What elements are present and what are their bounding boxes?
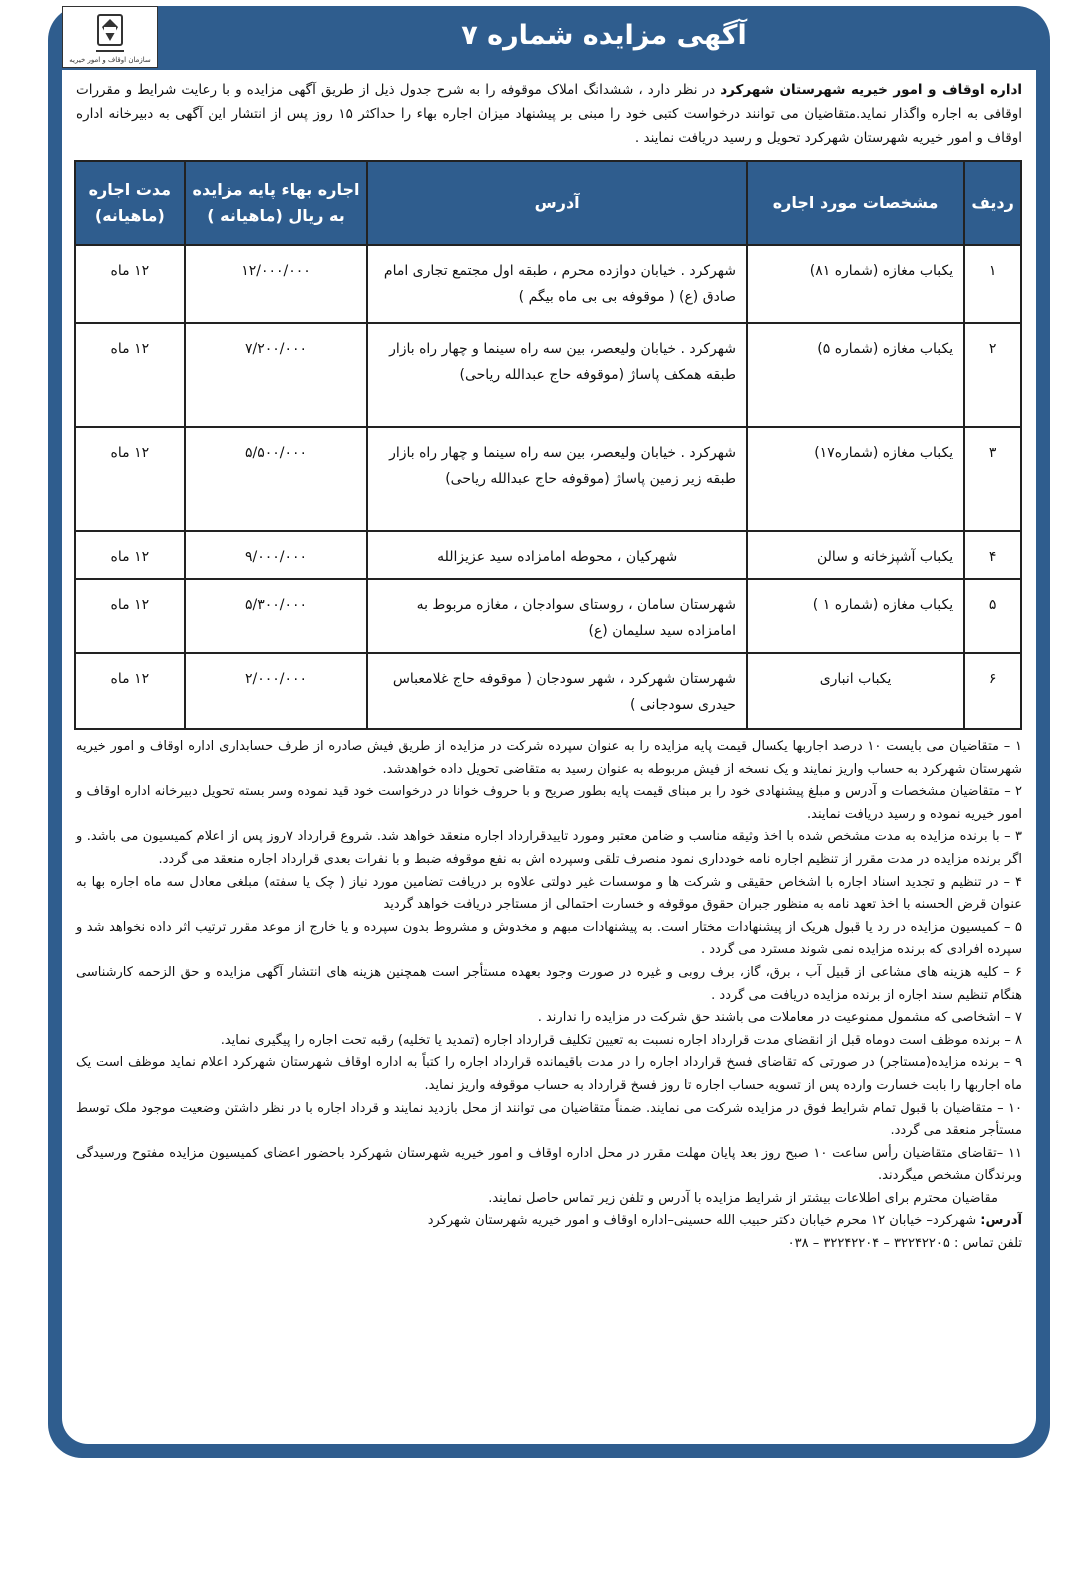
table-header-row <box>75 161 1021 245</box>
cell-address: شهرستان شهرکرد ، شهر سودجان ( موقوفه حاج غلامعباس حیدری سودجانی ) <box>367 653 747 729</box>
cell-spec: یکباب مغازه (شماره۱۷) <box>747 427 964 531</box>
term-item: ۴ – در تنظیم و تجدید اسناد اجاره با اشخاص حقیقی و شرکت ها و موسسات غیر دولتی علاوه بر دریافت تضامین مورد نیاز ( چک یا سفته) مبلغی معادل سه ماه اجاره بها به عنوان قرض الحسنه با اخذ تعهد نامه به منظور جبران حقوق موقوفه و خسارت احتمالی از مستاجر دریافت خواهد گردید <box>76 874 1022 913</box>
cell-row-number: ۴ <box>964 531 1021 579</box>
advert-body <box>62 70 1036 1444</box>
term-item: ۳ – با برنده مزایده به مدت مشخص شده با اخذ وثیقه مناسب و ضامن معتبر ومورد تاییدقرارداد اجاره منعقد خواهد شد. شروع قرارداد ۷روز پس از اعلام کمیسیون می باشد. و اگر برنده مزایده در مدت مقرر از تنظیم اجاره نامه خودداری نمود منصرف تلقی وسپرده اش به نفع موقوفه ضبط و با نفرات بعدی قرارداد اجاره منعقد می گردد. <box>76 829 1023 867</box>
table-row <box>75 653 1021 729</box>
cell-duration: ۱۲ ماه <box>75 323 185 427</box>
logo-caption: سازمان اوقاف و امور خیریه <box>69 56 151 64</box>
term-item: ۹ – برنده مزایده(مستاجر) در صورتی که تقاضای فسخ قرارداد اجاره را در مدت باقیمانده قرارداد اجاره را کتباً به اداره اوقاف شهرستان شهرکرد اعلام نماید موظف است یک ماه اجاربها را بابت خسارت وارده پس از تسویه حساب اجاره تا روز فسخ قرارداد به حساب موقوفه واریز نماید. <box>76 1055 1022 1093</box>
cell-row-number: ۲ <box>964 323 1021 427</box>
cell-row-number: ۵ <box>964 579 1021 653</box>
cell-spec: یکباب انباری <box>747 653 964 729</box>
advert-title: آگهی مزایده شماره ۷ <box>461 20 747 51</box>
term-item: ۵ – کمیسیون مزایده در رد یا قبول هریک از پیشنهادات مختار است. به پیشنهادات مبهم و مخدوش و مشروط بدون سپرده و یا خارج از موعد مقرر ترتیب اثر داده نخواهد شد و سپرده افرادی که برنده مزایده نمی شوند مسترد می گردد . <box>76 919 1022 958</box>
header-price: اجاره بهاء پایه مزایده به ریال (ماهیانه ) <box>185 161 368 245</box>
cell-row-number: ۱ <box>964 245 1021 323</box>
contact-phone: تلفن تماس : ۳۲۲۴۲۲۰۵ – ۳۲۲۴۲۲۰۴ – ۰۳۸ <box>787 1236 1022 1252</box>
cell-address: شهرکرد . خیابان ولیعصر، بین سه راه سینما و چهار راه بازار طبقه زیر زمین پاساژ (موقوفه حاج عبدالله ریاحی) <box>367 427 747 531</box>
cell-price: ۵/۵۰۰/۰۰۰ <box>185 427 368 531</box>
cell-address: شهرکیان ، محوطه امامزاده سید عزیزالله <box>367 531 747 579</box>
header-row-number: ردیف <box>964 161 1021 245</box>
header-duration: مدت اجاره (ماهیانه) <box>75 161 185 245</box>
cell-price: ۹/۰۰۰/۰۰۰ <box>185 531 368 579</box>
intro-paragraph <box>76 78 1022 150</box>
term-item: ۱۱ –تقاضای متقاضیان رأس ساعت ۱۰ صبح روز بعد پایان مهلت مقرر در محل اداره اوقاف و امور خیریه شهرستان شهرکرد باحضور اعضای کمیسیون مزایده مفتوح ورسیدگی وبرندگان مشخص میگردند. <box>76 1145 1022 1184</box>
term-item: ۷ – اشخاصی که مشمول ممنوعیت در معاملات می باشند حق شرکت در مزایده را ندارند . <box>537 1010 1022 1026</box>
cell-duration: ۱۲ ماه <box>75 531 185 579</box>
cell-address: شهرکرد . خیابان ولیعصر، بین سه راه سینما و چهار راه بازار طبقه همکف پاساژ (موقوفه حاج عبدالله ریاحی) <box>367 323 747 427</box>
intro-org: اداره اوقاف و امور خیریه شهرستان شهرکرد <box>720 82 1022 98</box>
cell-duration: ۱۲ ماه <box>75 427 185 531</box>
table-row <box>75 427 1021 531</box>
cell-price: ۲/۰۰۰/۰۰۰ <box>185 653 368 729</box>
cell-address: شهرکرد . خیابان دوازده محرم ، طبقه اول مجتمع تجاری امام صادق (ع) ( موقوفه بی بی ماه بیگم ) <box>367 245 747 323</box>
header-address: آدرس <box>367 161 747 245</box>
term-item: مقاضیان محترم برای اطلاعات بیشتر از شرایط مزایده با آدرس و تلفن زیر تماس حاصل نمایند. <box>488 1190 998 1206</box>
contact-address <box>76 1210 1022 1233</box>
table-row <box>75 323 1021 427</box>
lease-table <box>74 160 1022 730</box>
cell-spec: یکباب آشپزخانه و سالن <box>747 531 964 579</box>
address-label: آدرس: <box>980 1213 1022 1229</box>
advert-frame <box>48 6 1050 1458</box>
logo <box>62 6 158 68</box>
cell-address: شهرستان سامان ، روستای سوادجان ، مغازه مربوط به امامزاده سید سلیمان (ع) <box>367 579 747 653</box>
cell-price: ۵/۳۰۰/۰۰۰ <box>185 579 368 653</box>
header-spec: مشخصات مورد اجاره <box>747 161 964 245</box>
cell-spec: یکباب مغازه (شماره ۸۱) <box>747 245 964 323</box>
cell-row-number: ۶ <box>964 653 1021 729</box>
address-text: شهرکرد– خیابان ۱۲ محرم خیابان دکتر حبیب الله حسینی–اداره اوقاف و امور خیریه شهرستان شهرکرد <box>427 1213 981 1229</box>
term-item: ۲ – متقاضیان مشخصات و آدرس و مبلغ پیشنهادی خود را بر مبنای قیمت پایه بطور صریح و با حروف خوانا در درخواست خود قید نموده وسر بسته تحویل دبیرخانه اداره اوقاف و امور خیریه نموده و رسید دریافت نمایند. <box>76 784 1022 822</box>
table-row <box>75 579 1021 653</box>
advert-header <box>48 6 1050 66</box>
cell-spec: یکباب مغازه (شماره ۵) <box>747 323 964 427</box>
term-item: ۱۰ – متقاضیان با قبول تمام شرایط فوق در مزایده شرکت می نمایند. ضمناً متقاضیان می توانند از محل بازدید نمایند و قرداد اجاره با در نظر داشتن وضعیت موجود ملک توسط مستأجر منعقد می گردد. <box>76 1100 1022 1139</box>
cell-spec: یکباب مغازه (شماره ۱ ) <box>747 579 964 653</box>
term-item: ۸ – برنده موظف است دوماه قبل از انقضای مدت قرارداد اجاره نسبت به تعیین تکلیف قرارداد اجاره (تمدید یا تخلیه) رقبه تحت اجاره را پیگیری نماید. <box>220 1032 1022 1048</box>
endowment-emblem-icon <box>90 11 130 55</box>
term-item: ۱ – متقاضیان می بایست ۱۰ درصد اجاربها یکسال قیمت پایه مزایده را به عنوان سپرده شرکت در مزایده از طریق فیش صادره از طرف حسابداری اداره اوقاف و امور خیریه شهرستان شهرکرد به حساب واریز نمایند و یک نسخه از فیش مربوطه به عنوان رسید به متقاضی تحویل داده خواهدشد. <box>76 739 1022 777</box>
cell-row-number: ۳ <box>964 427 1021 531</box>
cell-duration: ۱۲ ماه <box>75 245 185 323</box>
intro-text: در نظر دارد ، ششدانگ املاک موقوفه را به شرح جدول ذیل از طریق آگهی مزایده و با رعایت شرایط و مقررات اوقافی به اجاره واگذار نماید.متقاضیان می توانند درخواست کتبی خود را مبنی بر پیشنهاد میزان اجاره بهاء را حداکثر ۱۵ روز پس از انتشار این آگهی به دبیرخانه اداره اوقاف و امور خیریه شهرستان شهرکرد تحویل و رسید دریافت نمایند . <box>76 82 1022 146</box>
cell-price: ۷/۲۰۰/۰۰۰ <box>185 323 368 427</box>
term-item: ۶ – کلیه هزینه های مشاعی از قبیل آب ، برق، گاز، برف روبی و غیره در صورت وجود بعهده مستأجر است همچنین هزینه های انتشار آگهی مزایده و حق الزحمه کارشناسی هنگام تنظیم سند اجاره از برنده مزایده دریافت می گردد . <box>76 964 1022 1003</box>
table-row <box>75 531 1021 579</box>
cell-duration: ۱۲ ماه <box>75 653 185 729</box>
table-row <box>75 245 1021 323</box>
cell-duration: ۱۲ ماه <box>75 579 185 653</box>
cell-price: ۱۲/۰۰۰/۰۰۰ <box>185 245 368 323</box>
terms-list <box>76 736 1022 1256</box>
